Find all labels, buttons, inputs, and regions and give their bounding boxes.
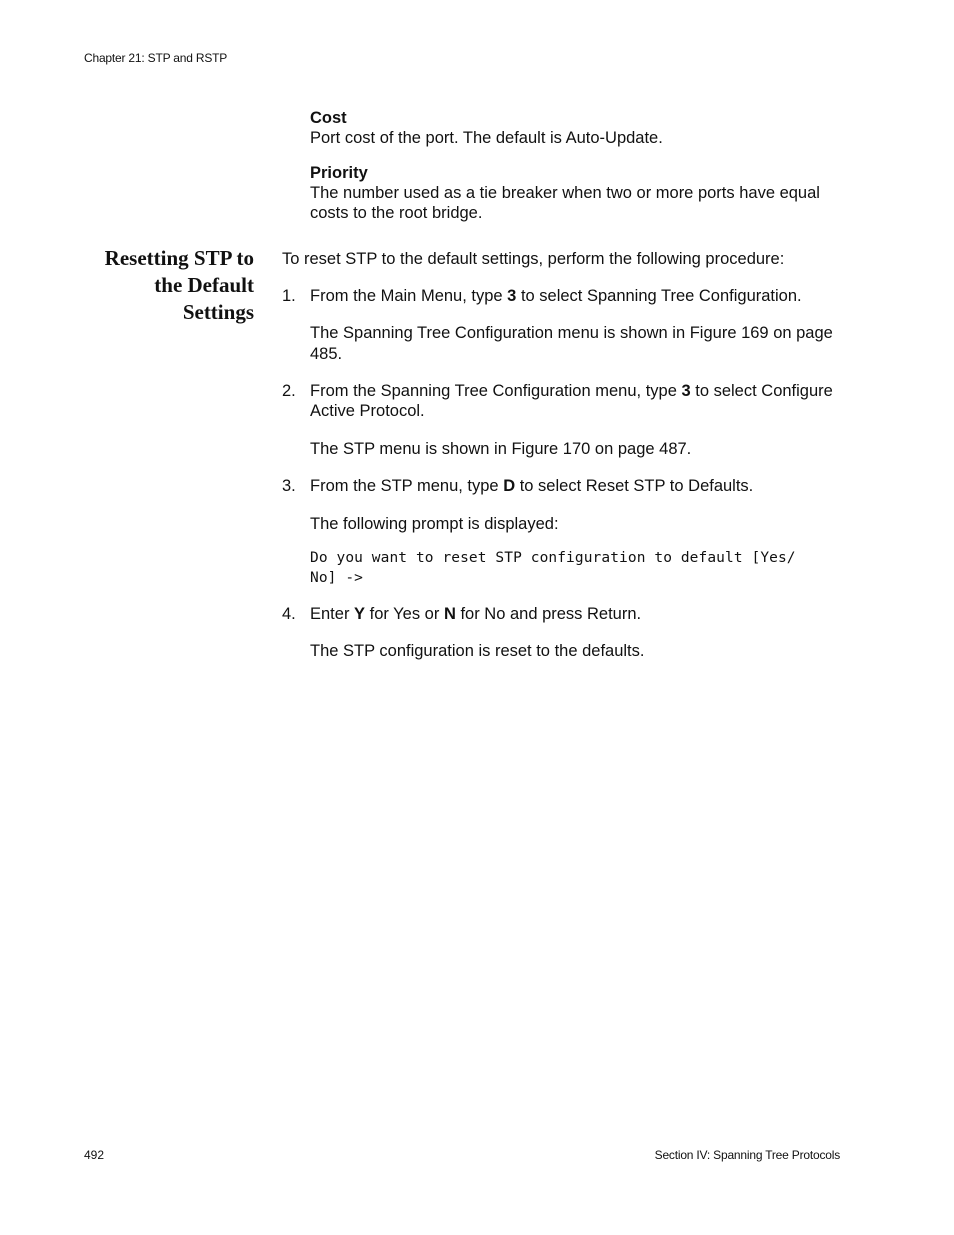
term-cost: Cost (310, 109, 347, 127)
prompt-line: No] -> (310, 570, 363, 586)
step-key: Y (354, 605, 366, 623)
prompt-line: Do you want to reset STP configuration to default [Yes/ (310, 550, 796, 566)
desc-cost: Port cost of the port. The default is Auto-Update. (310, 129, 663, 147)
step-1-note: The Spanning Tree Configuration menu is shown in Figure 169 on page 485. (310, 324, 833, 363)
desc-priority: The number used as a tie breaker when two or more ports have equal costs to the root bridge. (310, 184, 820, 222)
definition-cost (310, 108, 850, 148)
step-number: 4. (282, 605, 296, 623)
step-text-part: for Yes or (365, 605, 444, 623)
step-key: 3 (507, 287, 517, 305)
section-heading-line: Resetting STP to (104, 246, 254, 270)
intro-text: To reset STP to the default settings, perform the following procedure: (282, 250, 785, 268)
step-2-note: The STP menu is shown in Figure 170 on page 487. (310, 440, 692, 458)
step-key: D (503, 477, 516, 495)
step-text-part: From the Spanning Tree Configuration menu, type (310, 382, 682, 400)
step-number: 2. (282, 382, 296, 400)
section-heading-line: Settings (182, 300, 254, 324)
step-3-note: The following prompt is displayed: (310, 515, 559, 533)
step-text-part: to select Spanning Tree Configuration. (516, 287, 802, 305)
running-header: Chapter 21: STP and RSTP (84, 51, 228, 65)
prompt-code (310, 548, 850, 588)
section-heading (60, 245, 254, 326)
page-number: 492 (84, 1148, 105, 1162)
step-key: N (443, 605, 456, 623)
step-text-part: From the STP menu, type (310, 477, 504, 495)
step-text-part: From the Main Menu, type (310, 287, 508, 305)
step-number: 3. (282, 477, 296, 495)
step-text (310, 286, 852, 306)
definition-priority (310, 163, 850, 223)
section-heading-line: the Default (154, 273, 254, 297)
step-text-part: to select Reset STP to Defaults. (515, 477, 754, 495)
step-4-note: The STP configuration is reset to the defaults. (310, 642, 645, 660)
step-4 (282, 604, 852, 624)
step-1 (282, 286, 852, 306)
step-2 (282, 381, 852, 421)
step-3 (282, 476, 852, 496)
step-text (310, 381, 852, 421)
step-text-part: for No and press Return. (455, 605, 642, 623)
step-number: 1. (282, 287, 296, 305)
step-text (310, 476, 852, 496)
step-text (310, 604, 852, 624)
term-priority: Priority (310, 164, 368, 182)
running-footer: Section IV: Spanning Tree Protocols (654, 1148, 840, 1162)
step-key: 3 (681, 382, 691, 400)
step-text-part: to select Configure Active Protocol. (310, 382, 833, 420)
step-text-part: Enter (310, 605, 355, 623)
